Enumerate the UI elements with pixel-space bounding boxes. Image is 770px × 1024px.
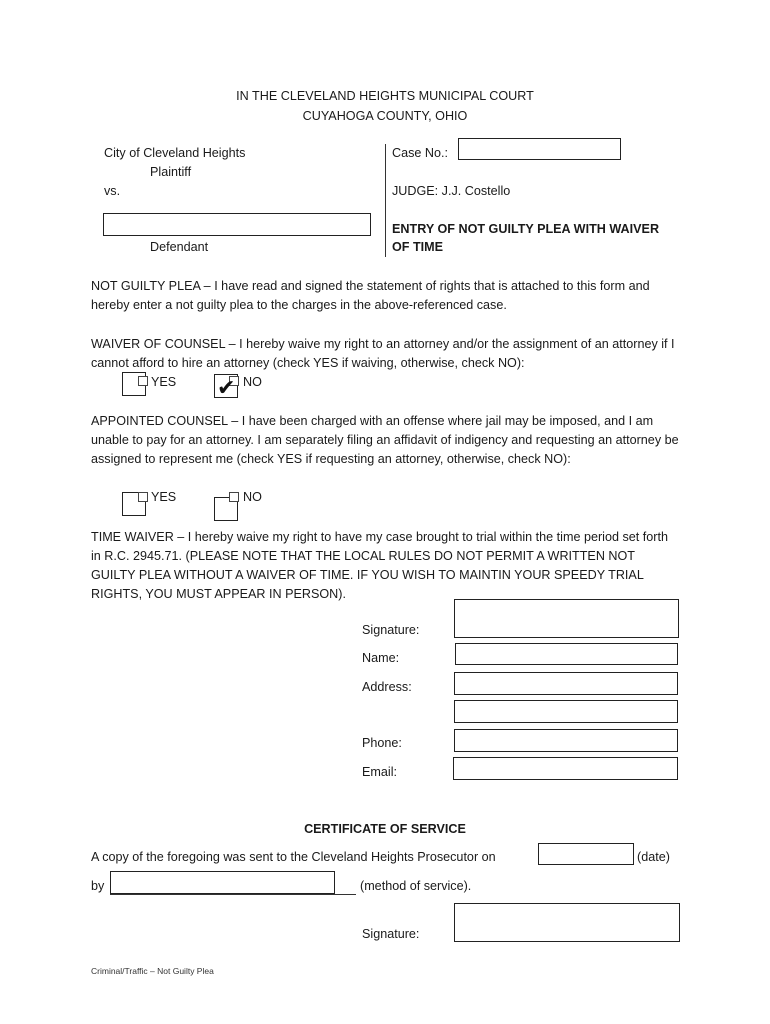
caption-divider [385,144,386,257]
case-no-label: Case No.: [392,146,448,160]
method-suffix: (method of service). [360,879,472,893]
appointed-no-label: NO [243,490,262,504]
service-date-field[interactable] [538,843,634,865]
county-title: CUYAHOGA COUNTY, OHIO [302,109,468,123]
certificate-signature-label: Signature: [362,927,420,941]
certificate-title: CERTIFICATE OF SERVICE [304,822,466,836]
checkmark-icon: ✔ [217,376,236,401]
vs-label: vs. [104,184,121,198]
name-field[interactable] [455,643,678,665]
email-field[interactable] [453,757,678,780]
waiver-yes-label: YES [151,375,177,389]
defendant-label: Defendant [150,240,209,254]
signature-field[interactable] [454,599,679,638]
footer-form-name: Criminal/Traffic – Not Guilty Plea [91,966,214,976]
court-title: IN THE CLEVELAND HEIGHTS MUNICIPAL COURT [236,89,534,103]
phone-label: Phone: [362,736,402,750]
waiver-no-label: NO [243,375,262,389]
by-label: by [91,879,105,893]
waiver-of-counsel-paragraph: WAIVER OF COUNSEL – I hereby waive my right to an attorney and/or the assignment of an attorney if I cannot afford to hire an attorney (check YES if waiving, otherwise, check NO): [91,337,675,370]
appointed-yes-small-checkbox[interactable] [138,492,148,502]
email-label: Email: [362,765,397,779]
time-waiver-paragraph: TIME WAIVER – I hereby waive my right to have my case brought to trial within the time period set forth in R.C. 2945.71. (PLEASE NOTE THAT THE LOCAL RULES DO NOT PERMIT A WRITTEN NOT GUILTY PLEA WITHOUT A WAIVER OF TIME. IF YOU WISH TO MAINTIN YOUR SPEEDY TRIAL RIGHTS, YOU MUST APPEAR IN PERSON). [91,530,668,601]
plaintiff-name: City of Cleveland Heights [104,146,246,160]
phone-field[interactable] [454,729,678,752]
entry-title-line2: OF TIME [392,240,444,254]
name-label: Name: [362,651,400,665]
case-number-field[interactable] [458,138,621,160]
not-guilty-plea-paragraph: NOT GUILTY PLEA – I have read and signed the statement of rights that is attached to this form and hereby enter a not guilty plea to the charges in the above-referenced case. [91,279,650,312]
appointed-counsel-paragraph: APPOINTED COUNSEL – I have been charged with an offense where jail may be imposed, and I am unable to pay for an attorney. I am separately filing an affidavit of indigency and requesting an attorney be assigned to represent me (check YES if requesting an attorney, otherwise, check NO): [91,414,679,466]
appointed-yes-label: YES [151,490,177,504]
judge-label: JUDGE: J.J. Costello [392,184,511,198]
certificate-line1: A copy of the foregoing was sent to the Cleveland Heights Prosecutor on [91,850,496,864]
signature-label: Signature: [362,623,420,637]
date-suffix: (date) [637,850,670,864]
certificate-signature-field[interactable] [454,903,680,942]
entry-title-line1: ENTRY OF NOT GUILTY PLEA WITH WAIVER [392,222,660,236]
address-label: Address: [362,680,412,694]
method-underline [110,894,356,895]
waiver-yes-small-checkbox[interactable] [138,376,148,386]
appointed-no-small-checkbox[interactable] [229,492,239,502]
method-of-service-field[interactable] [110,871,335,894]
plaintiff-label: Plaintiff [150,165,192,179]
address-field-line2[interactable] [454,700,678,723]
address-field-line1[interactable] [454,672,678,695]
defendant-name-field[interactable] [103,213,371,236]
